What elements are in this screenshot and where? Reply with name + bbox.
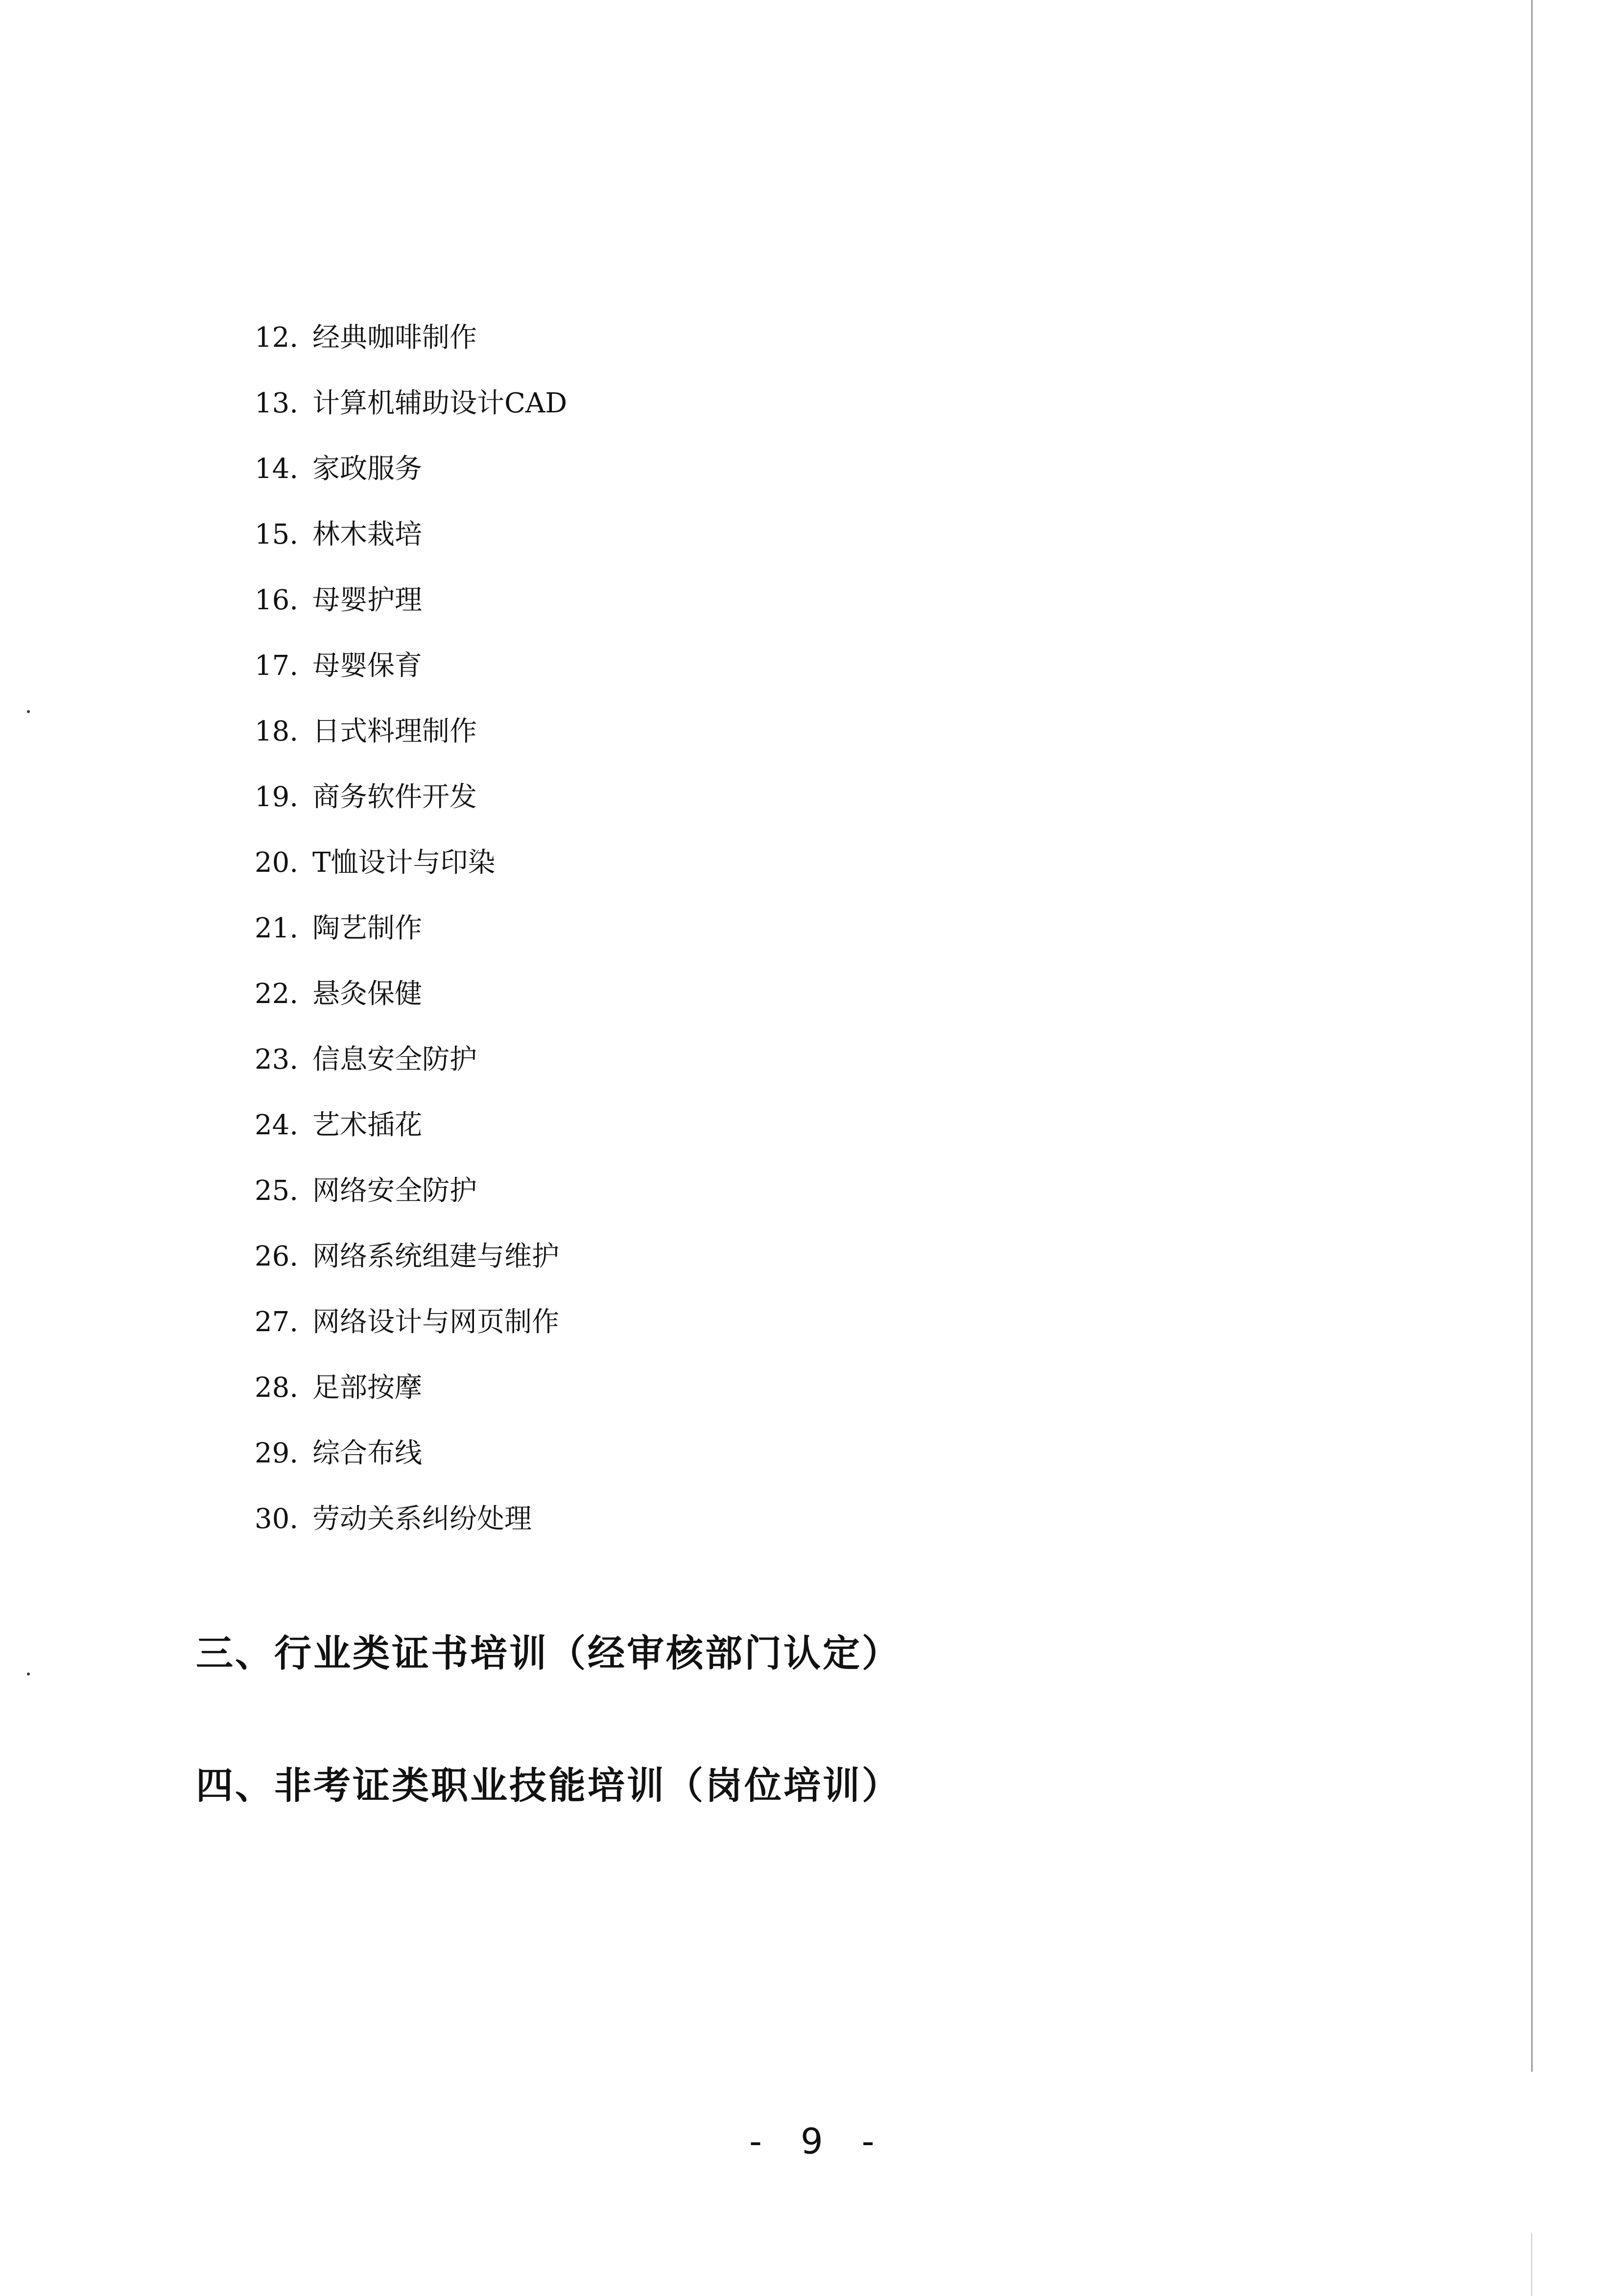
list-item [255, 379, 567, 428]
item-number: 19. [255, 781, 299, 813]
list-item [255, 970, 422, 1019]
list-item [255, 1167, 477, 1216]
list-item [255, 313, 477, 362]
item-number: 17. [255, 650, 299, 682]
item-number: 16. [255, 584, 299, 616]
item-text: 网络系统组建与维护 [312, 1241, 559, 1272]
list-item [255, 445, 422, 494]
item-text: T恤设计与印染 [312, 847, 496, 879]
item-number: 15. [255, 519, 299, 550]
item-number: 21. [255, 912, 299, 944]
scan-speck [27, 710, 30, 713]
item-text: 家政服务 [312, 453, 422, 485]
item-text: 艺术插花 [312, 1109, 422, 1141]
scan-border-line [1531, 0, 1533, 2072]
item-text: 计算机辅助设计CAD [312, 387, 568, 419]
item-number: 28. [255, 1372, 299, 1404]
page-number: - 9 - [749, 2121, 888, 2162]
item-number: 20. [255, 847, 299, 879]
list-item [255, 1495, 532, 1544]
item-number: 27. [255, 1306, 299, 1338]
list-item [255, 904, 422, 953]
list-item [255, 1232, 559, 1281]
item-text: 日式料理制作 [312, 716, 477, 747]
item-number: 18. [255, 716, 299, 747]
item-text: 足部按摩 [312, 1372, 422, 1404]
list-item [255, 1298, 559, 1347]
item-text: 经典咖啡制作 [312, 322, 477, 354]
list-item [255, 510, 422, 559]
item-text: 劳动关系纠纷处理 [312, 1503, 532, 1535]
item-text: 信息安全防护 [312, 1044, 477, 1076]
item-number: 23. [255, 1044, 299, 1076]
list-item [255, 773, 477, 822]
list-item [255, 1101, 422, 1150]
item-number: 29. [255, 1437, 299, 1469]
item-text: 商务软件开发 [312, 781, 477, 813]
item-number: 24. [255, 1109, 299, 1141]
item-number: 12. [255, 322, 299, 354]
list-item [255, 1429, 422, 1478]
item-number: 26. [255, 1241, 299, 1272]
item-text: 陶艺制作 [312, 912, 422, 944]
item-text: 网络设计与网页制作 [312, 1306, 559, 1338]
list-item [255, 707, 477, 756]
list-item [255, 642, 422, 691]
list-item [255, 838, 495, 887]
item-text: 网络安全防护 [312, 1175, 477, 1207]
section-heading-non-certificate-training: 四、非考证类职业技能培训（岗位培训） [196, 1764, 901, 1807]
item-text: 综合布线 [312, 1437, 422, 1469]
item-number: 25. [255, 1175, 299, 1207]
item-text: 林木栽培 [312, 519, 422, 550]
item-text: 母婴护理 [312, 584, 422, 616]
item-number: 14. [255, 453, 299, 485]
item-text: 悬灸保健 [312, 978, 422, 1010]
section-heading-industry-certificate: 三、行业类证书培训（经审核部门认定） [196, 1631, 901, 1675]
list-item [255, 1035, 477, 1084]
list-item [255, 1363, 422, 1412]
item-number: 22. [255, 978, 299, 1010]
scan-speck [27, 1673, 30, 1675]
item-text: 母婴保育 [312, 650, 422, 682]
list-item [255, 576, 422, 625]
item-number: 13. [255, 387, 299, 419]
item-number: 30. [255, 1503, 299, 1535]
scan-border-line-lower [1531, 2233, 1532, 2296]
